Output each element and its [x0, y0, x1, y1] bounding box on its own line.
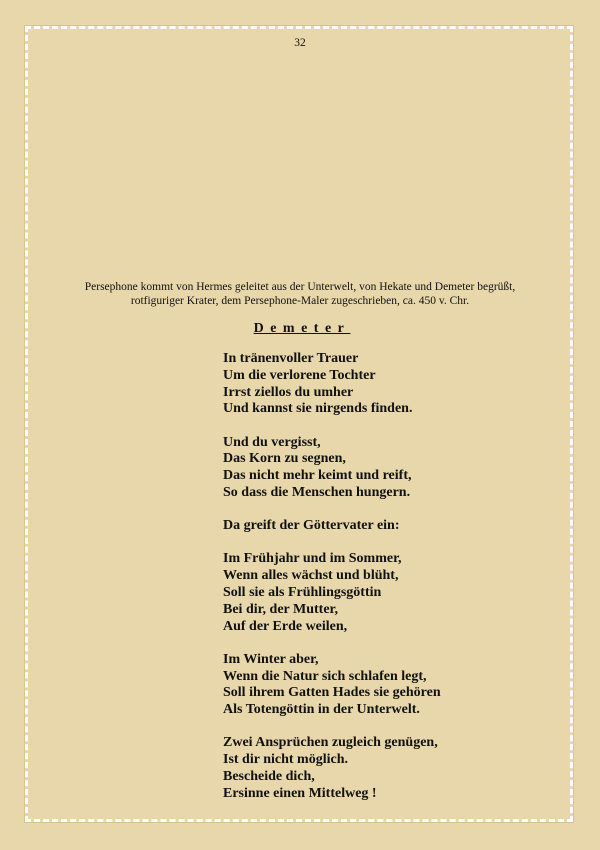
- poem-line: Bei dir, der Mutter,: [223, 601, 338, 617]
- poem-line: Und kannst sie nirgends finden.: [223, 401, 413, 417]
- poem-line: So dass die Menschen hungern.: [223, 484, 411, 500]
- stanza: [223, 551, 563, 635]
- poem-line: Ist dir nicht möglich.: [223, 752, 348, 768]
- stanza: [223, 652, 563, 719]
- page-number: 32: [294, 37, 306, 49]
- poem-line: Um die verlorene Tochter: [223, 367, 376, 383]
- poem-line: Irrst ziellos du umher: [223, 384, 354, 400]
- poem-line: Ersinne einen Mittelweg !: [223, 785, 377, 801]
- image-caption: [60, 280, 540, 308]
- poem-line: Das Korn zu segnen,: [223, 451, 346, 467]
- poem-line: Wenn die Natur sich schlafen legt,: [223, 668, 427, 684]
- poem-line: Soll sie als Frühlingsgöttin: [223, 584, 382, 600]
- poem-body: [223, 351, 563, 819]
- poem-line: Und du vergisst,: [223, 434, 321, 450]
- poem-line: In tränenvoller Trauer: [223, 351, 359, 366]
- poem-line: Zwei Ansprüchen zugleich genügen,: [223, 735, 438, 751]
- stanza: [223, 518, 563, 535]
- poem-line: Das nicht mehr keimt und reift,: [223, 468, 412, 484]
- poem-line: Im Frühjahr und im Sommer,: [223, 551, 402, 567]
- poem-line: Als Totengöttin in der Unterwelt.: [223, 702, 420, 718]
- poem-line: Da greift der Göttervater ein:: [223, 518, 400, 534]
- stanza: [223, 735, 563, 802]
- caption-line-1: Persephone kommt von Hermes geleitet aus der Unterwelt, von Hekate und Demeter begrüßt,: [84, 281, 516, 293]
- poem-line: Auf der Erde weilen,: [223, 618, 348, 634]
- poem-line: Im Winter aber,: [223, 651, 319, 667]
- stanza: [223, 351, 563, 418]
- poem-line: Bescheide dich,: [223, 768, 315, 784]
- poem-line: Soll ihrem Gatten Hades sie gehören: [223, 685, 441, 701]
- caption-line-2: rotfiguriger Krater, dem Persephone-Maler zugeschrieben, ca. 450 v. Chr.: [130, 295, 470, 307]
- poem-title: Demeter: [253, 321, 351, 336]
- poem-line: Wenn alles wächst und blüht,: [223, 568, 399, 584]
- stanza: [223, 435, 563, 502]
